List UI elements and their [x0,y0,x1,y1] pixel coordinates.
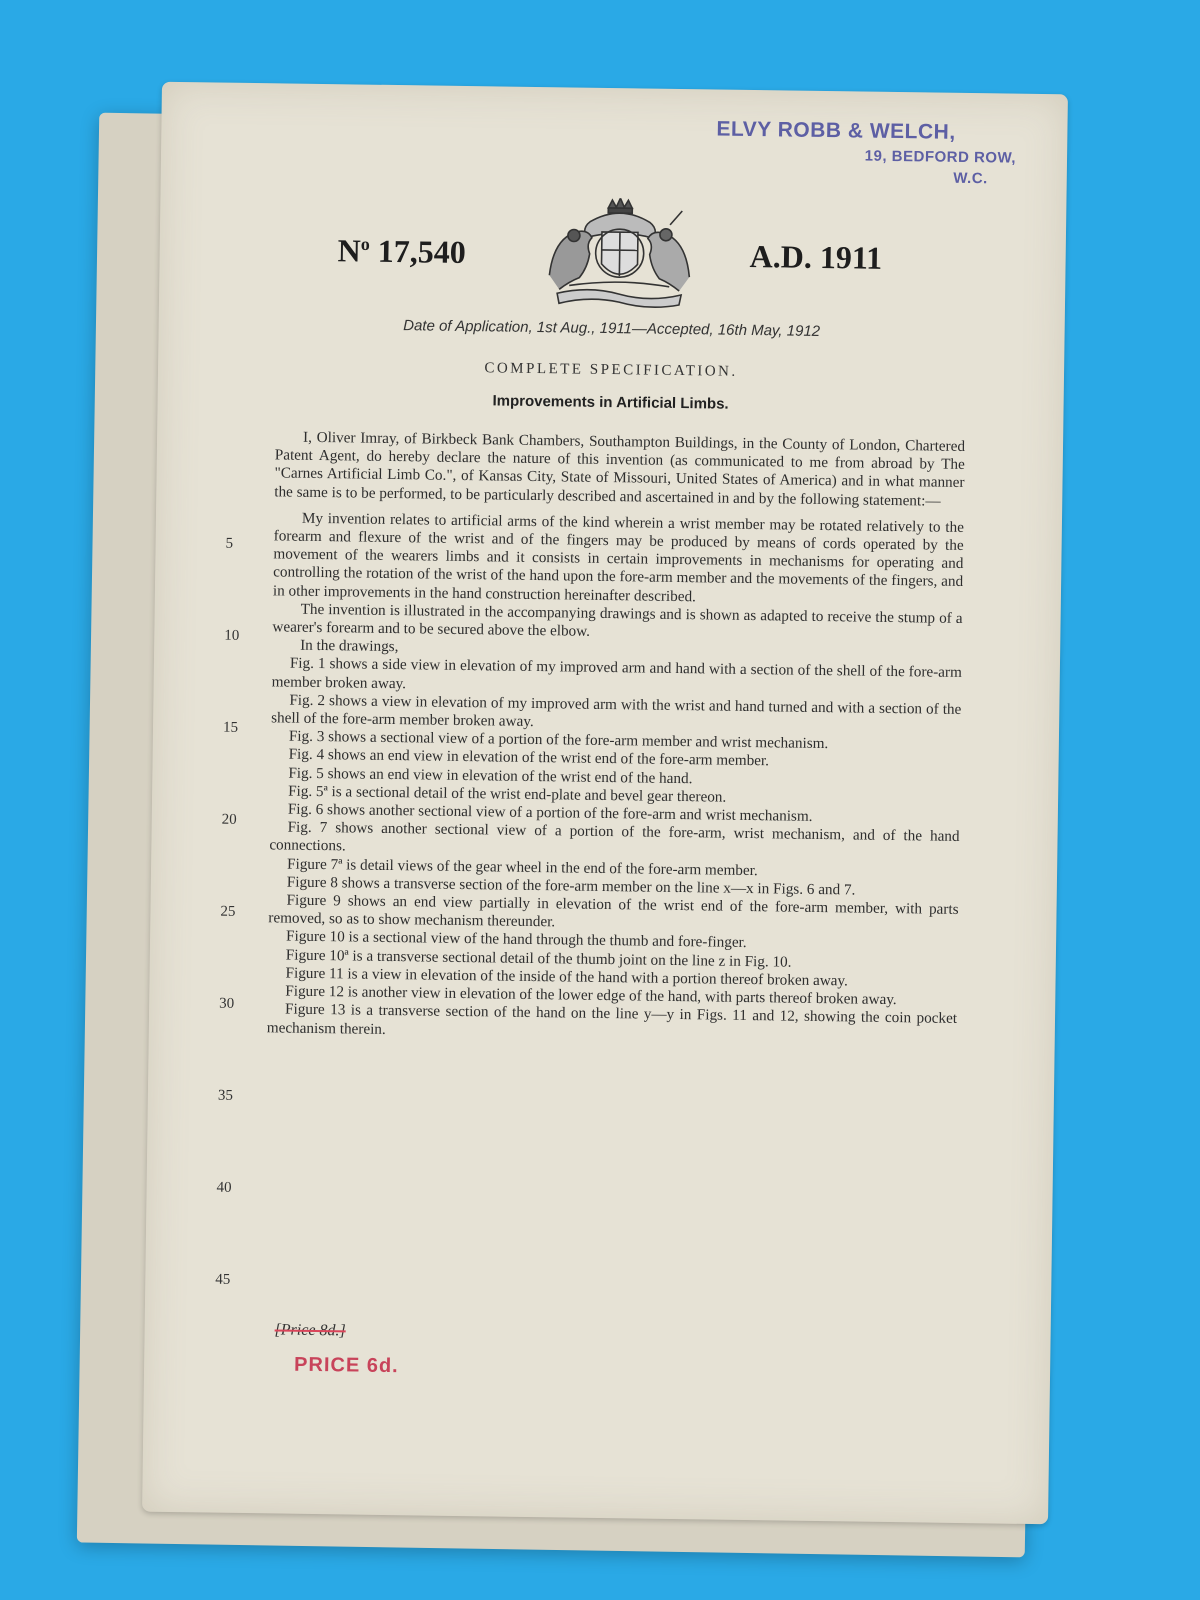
figure-description: Fig. 6 shows another sectional view of a portion of the fore-arm and wrist mechanism. [287,800,813,825]
figure-description: Figure 8 shows a transverse section of the fore-arm member on the line x—x in Figs. 6 and 7. [286,873,856,899]
line-number: 15 [222,719,239,736]
illustration-paragraph: The invention is illustrated in the accompanying drawings and is shown as adapted to receive the stump of a wearer's forearm and to be secured above the elbow. [272,600,963,640]
patent-year: A.D. 1911 [749,237,883,276]
figure-description: Figure 9 shows an end view partially in elevation of the wrist end of the fore-arm member, with parts removed, so as to show mechanism thereunder. [268,891,959,931]
drawings-paragraph: In the drawings, [300,636,399,656]
invention-paragraph: My invention relates to artificial arms of the kind wherein a wrist member may be rotated relatively to the forearm and flexure of the wrist and of the fingers may be produced by means of cords operated by the movement of the wearers limbs and it consists in certain improvements in mechanisms for operating and controlling the rotation of the wrist of the hand upon the fore-arm member and the movements of the fingers, and in other improvements in the hand construction hereinafter described. [272,509,965,605]
patent-title: Improvements in Artificial Limbs. [492,392,729,413]
line-number: 5 [225,535,234,552]
figure-description: Fig. 5ª is a sectional detail of the wrist end-plate and bevel gear thereon. [288,782,727,806]
stamp-firm: ELVY ROBB & WELCH, [716,117,956,144]
figure-description: Figure 10 is a sectional view of the hand through the thumb and fore-finger. [285,928,747,952]
line-number: 35 [217,1087,233,1104]
line-number: 10 [224,627,240,644]
old-price [274,1321,345,1340]
price-stamp: PRICE 6d. [293,1353,399,1378]
figure-description: Fig. 7 shows another sectional view of a portion of the fore-arm, wrist mechanism, and of the hand connections. [269,818,960,855]
number-sup: o [360,233,371,255]
figure-description: Fig. 3 shows a sectional view of a portion of the fore-arm member and wrist mechanism. [288,727,829,753]
figure-description: Figure 12 is another view in elevation of the lower edge of the hand, with parts thereof broken away. [285,982,897,1009]
application-date: Date of Application, 1st Aug., 1911—Accepted, 16th May, 1912 [403,317,821,340]
line-number-margin [215,428,267,1288]
number-value: 17,540 [377,232,467,271]
figure-description: Fig. 1 shows a side view in elevation of my improved arm and hand with a section of the shell of the fore-arm member broken away. [271,655,962,692]
figure-description: Figure 11 is a view in elevation of the inside of the hand with a portion thereof broken away. [285,964,849,990]
figure-description: Fig. 2 shows a view in elevation of my improved arm with the wrist and hand turned and with a section of the shell of the fore-arm member broken away. [271,691,962,731]
patent-header [159,190,1066,313]
line-number: 45 [215,1271,231,1288]
figure-description: Figure 13 is a transverse section of the hand on the line y—y in Figs. 11 and 12, showing the coin pocket mechanism therein. [266,1000,958,1038]
line-number: 20 [221,811,237,828]
specification-body [267,428,965,1046]
figure-description: Fig. 4 shows an end view in elevation of the wrist end of the fore-arm member. [288,746,770,770]
old-price-text: [Price 8d.] [274,1321,346,1340]
figure-description: Figure 10ª is a transverse sectional detail of the thumb joint on the line z in Fig. 10. [285,946,792,971]
stamp-district: W.C. [953,169,988,188]
line-number: 25 [220,903,236,920]
intro-paragraph: I, Oliver Imray, of Birkbeck Bank Chambers, Southampton Buildings, in the County of London, Chartered Patent Agent, do hereby declare the nature of this invention (as communicated to me from abroad by The "Carnes Artificial Limb Co.", of Kansas City, State of Missouri, United States of America) and in what manner the same is to be performed, to be particularly described and ascertained in and by the following statement:— [274,428,966,510]
line-number: 30 [219,995,235,1012]
patent-number [337,232,466,271]
figure-description: Figure 7ª is detail views of the gear wheel in the end of the fore-arm member. [287,855,758,879]
agent-stamp [716,117,1017,187]
figure-description: Fig. 5 shows an end view in elevation of the wrist end of the hand. [288,764,693,787]
number-prefix: N [337,232,362,269]
stamp-street: 19, BEDFORD ROW, [864,147,1017,167]
patent-document [142,82,1068,1525]
line-number: 40 [216,1179,232,1196]
royal-coat-of-arms-icon [529,197,711,310]
spec-heading: COMPLETE SPECIFICATION. [484,360,738,380]
